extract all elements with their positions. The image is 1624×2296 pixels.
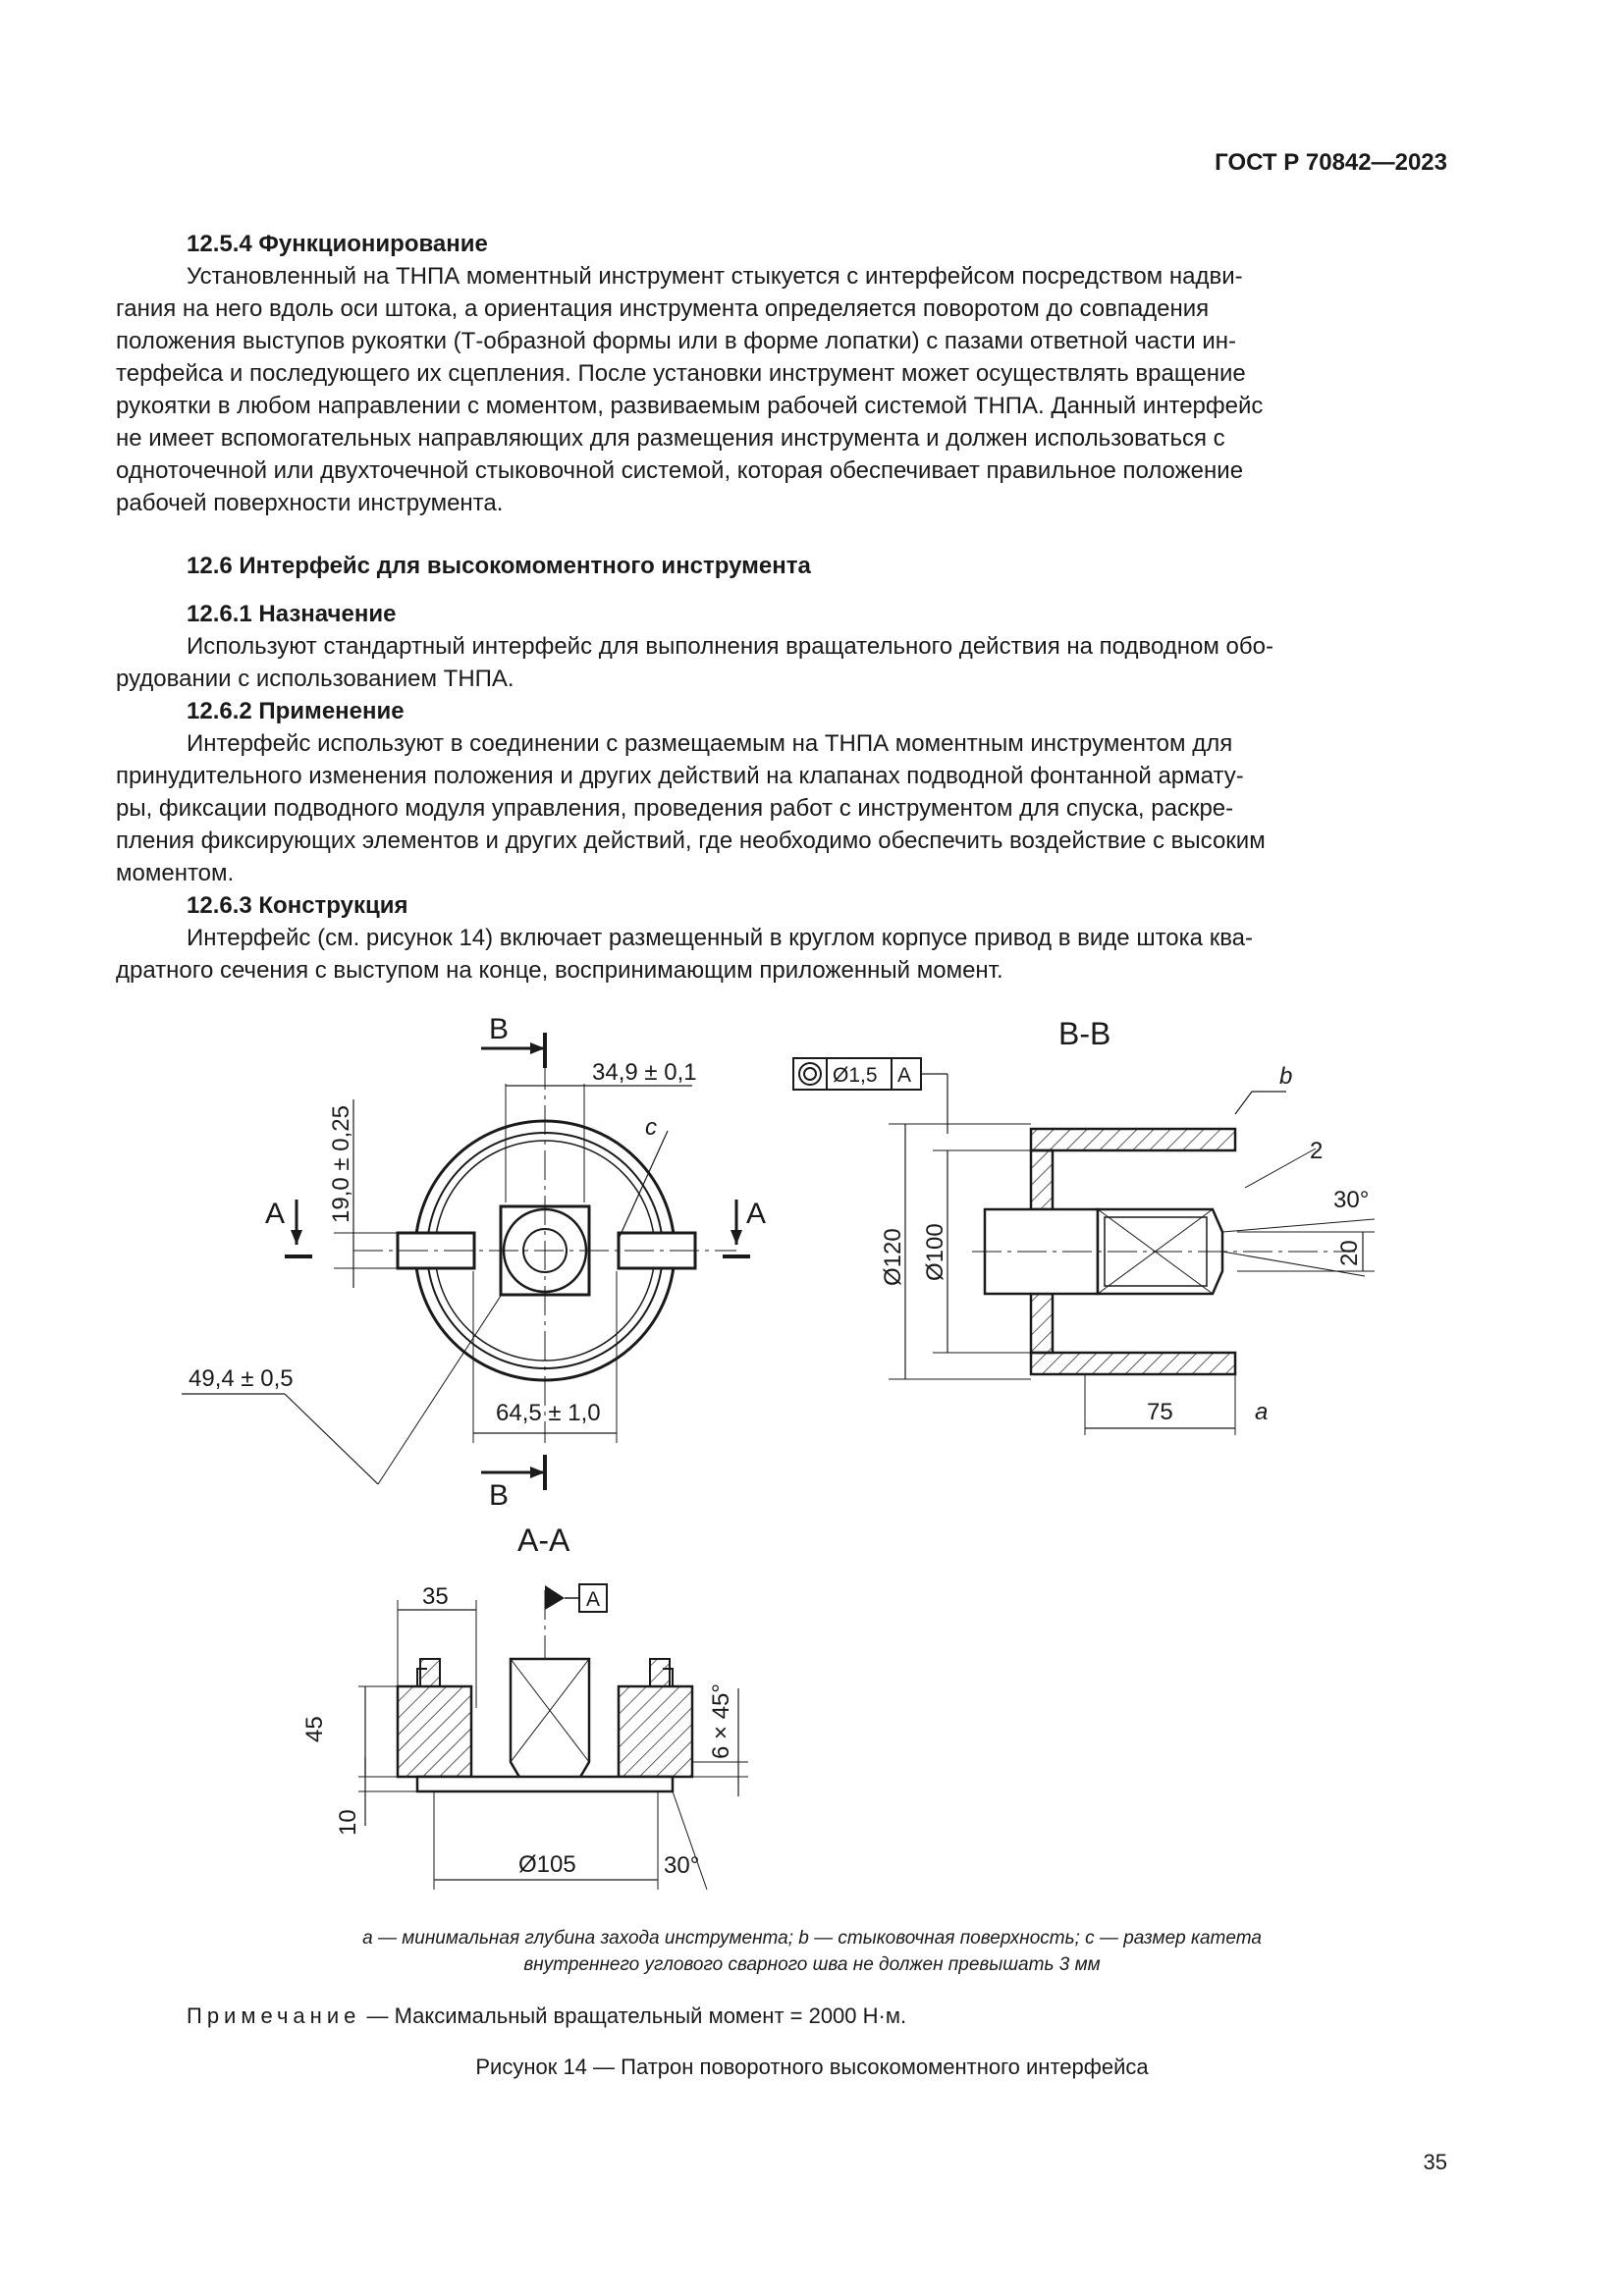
body-end-top <box>1031 1150 1053 1209</box>
text-line: рукоятки в любом направлении с моментом, развиваемым рабочей системой ТНПА. Данный интерфейс <box>116 393 1264 419</box>
dim-label: 35 <box>422 1583 449 1610</box>
dim-label: 10 <box>335 1809 361 1836</box>
arrow <box>530 1042 545 1054</box>
text-line: одноточечной или двухточечной стыковочной системой, которая обеспечивает правильное положение <box>116 457 1244 484</box>
text-line: Установленный на ТНПА моментный инструмент стыкуется с интерфейсом посредством надви- <box>187 263 1243 290</box>
figure-legend <box>196 1925 1428 1978</box>
paragraph-12-6-3 <box>116 922 1447 987</box>
body-wall-top <box>1031 1129 1235 1150</box>
text-line: пления фиксирующих элементов и других действий, где необходимо обеспечить воздействие с высоким <box>116 828 1266 854</box>
dim-label: 6 × 45° <box>708 1683 734 1759</box>
dim-label: Ø100 <box>922 1223 948 1281</box>
wall-left <box>420 1659 440 1686</box>
text-line: ры, фиксации подводного модуля управления, проведения работ с инструментом для спуска, раскре- <box>116 795 1234 822</box>
text-line: Используют стандартный интерфейс для выполнения вращательного действия на подводном обо- <box>187 633 1273 660</box>
paragraph-12-5-4 <box>116 260 1447 519</box>
text-line: дратного сечения с выступом на конце, воспринимающим приложенный момент. <box>116 957 1003 984</box>
dim-label: 34,9 ± 0,1 <box>592 1059 697 1086</box>
dim-label: 64,5 ± 1,0 <box>496 1400 601 1426</box>
stem <box>511 1659 589 1779</box>
section-label: B <box>489 1479 510 1512</box>
figure-14 <box>0 1001 1624 1904</box>
legend-line: внутреннего углового сварного шва не должен превышать 3 мм <box>523 1954 1101 1975</box>
dim-label: 45 <box>301 1716 328 1742</box>
technical-drawing <box>0 1001 1624 1904</box>
text-line: моментом. <box>116 860 235 886</box>
bottom-plate <box>417 1777 673 1791</box>
heading-12-6-3: 12.6.3 Конструкция <box>187 892 408 919</box>
text-line: принудительного изменения положения и других действий на клапанах подводной фонтанной армату- <box>116 763 1244 789</box>
arrow <box>731 1230 742 1245</box>
text-line: Интерфейс используют в соединении с размещаемым на ТНПА моментным инструментом для <box>187 730 1233 757</box>
dim-label: 30° <box>664 1852 700 1879</box>
chamfer-line <box>1245 1148 1316 1188</box>
text-line: гания на него вдоль оси штока, а ориентация инструмента определяется поворотом до совпадения <box>116 295 1210 322</box>
dim-label: Ø105 <box>518 1851 576 1878</box>
tolerance-datum: A <box>897 1064 912 1087</box>
arrow <box>530 1467 545 1478</box>
dim-label: 75 <box>1147 1399 1173 1425</box>
dim-label: 30° <box>1333 1187 1370 1213</box>
section-label: B <box>489 1013 510 1045</box>
section-title: A-A <box>517 1522 570 1558</box>
dim-label: c <box>645 1114 657 1141</box>
section-label: A <box>265 1198 286 1230</box>
dim-label: a <box>1255 1399 1269 1425</box>
dim-line-diag <box>285 1394 378 1484</box>
wall-right <box>650 1659 670 1686</box>
arrow <box>291 1230 302 1245</box>
text-line: рудовании с использованием ТНПА. <box>116 666 514 692</box>
body-right <box>619 1686 692 1777</box>
body-wall-bottom <box>1031 1353 1235 1374</box>
datum-triangle <box>545 1585 565 1610</box>
text-line: положения выступов рукоятки (Т-образной формы или в форме лопатки) с пазами ответной части ин- <box>116 328 1236 354</box>
body-end-bottom <box>1031 1294 1053 1353</box>
heading-12-6-1: 12.6.1 Назначение <box>187 601 397 627</box>
legend-line: a — минимальная глубина захода инструмента; b — стыковочная поверхность; c — размер катета <box>362 1928 1262 1949</box>
dim-label: b <box>1279 1063 1293 1090</box>
leader-b <box>1235 1092 1252 1114</box>
body-left <box>398 1686 471 1777</box>
dim-label: 2 <box>1310 1138 1324 1164</box>
heading-12-6-2: 12.6.2 Применение <box>187 698 405 724</box>
tolerance-value: Ø1,5 <box>833 1064 878 1087</box>
text-line: Интерфейс (см. рисунок 14) включает размещенный в круглом корпусе привод в виде штока ква- <box>187 925 1254 951</box>
paragraph-12-6-2 <box>116 727 1447 889</box>
figure-note <box>187 2003 906 2029</box>
dim-label: 20 <box>1336 1240 1363 1266</box>
note-text: — Максимальный вращательный момент = 2000 Н·м. <box>360 2003 907 2028</box>
figure-caption: Рисунок 14 — Патрон поворотного высокомоментного интерфейса <box>475 2055 1149 2079</box>
text-line: не имеет вспомогательных направляющих для размещения инструмента и должен использоваться с <box>116 425 1225 452</box>
section-label: A <box>746 1198 767 1230</box>
angle-line <box>1222 1219 1375 1232</box>
dim-label: Ø120 <box>880 1228 906 1286</box>
view-top <box>182 1033 750 1490</box>
dim-label: 49,4 ± 0,5 <box>189 1365 294 1392</box>
text-line: терфейса и последующего их сцепления. После установки инструмент может осуществлять вращение <box>116 360 1246 387</box>
section-title: B-B <box>1058 1016 1111 1051</box>
document-id: ГОСТ Р 70842—2023 <box>1215 149 1447 176</box>
page-number: 35 <box>1423 2150 1447 2174</box>
paragraph-12-6-1 <box>116 630 1447 695</box>
text-line: рабочей поверхности инструмента. <box>116 490 504 516</box>
datum-label: A <box>586 1588 601 1611</box>
dim-label: 19,0 ± 0,25 <box>328 1105 354 1223</box>
heading-12-5-4: 12.5.4 Функционирование <box>187 231 488 257</box>
note-prefix: Примечание <box>187 2003 361 2028</box>
view-section-aa <box>358 1584 748 1890</box>
heading-12-6: 12.6 Интерфейс для высокомоментного инструмента <box>187 553 811 579</box>
